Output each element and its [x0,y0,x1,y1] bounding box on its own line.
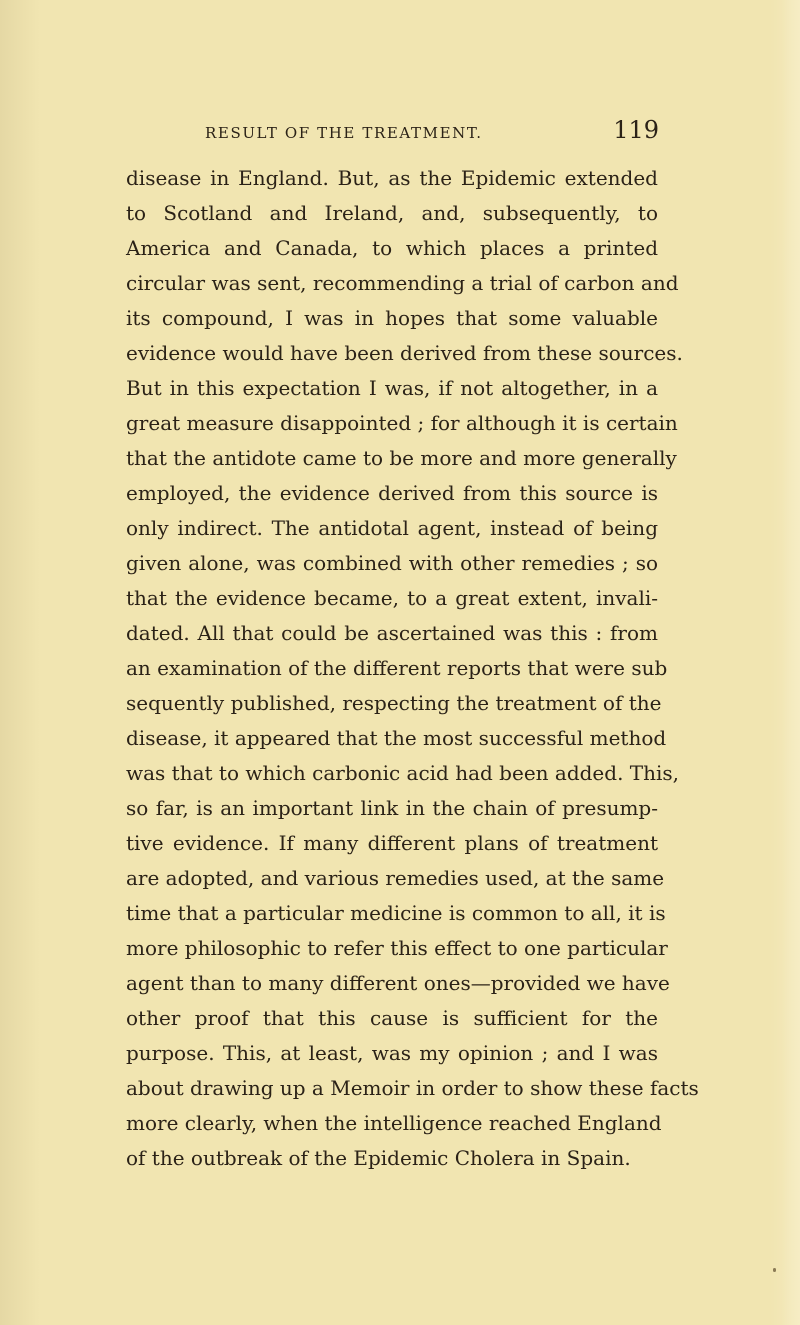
text-line: great measure disappointed ; for although it is certain [126,411,678,435]
text-line: more philosophic to refer this effect to one particular [126,936,668,960]
text-line: given alone, was combined with other remedies ; so [126,551,658,575]
text-line: about drawing up a Memoir in order to show these facts [126,1076,699,1100]
text-line: was that to which carbonic acid had been added. This, [126,761,680,785]
text-line: that the antidote came to be more and more generally [126,446,677,470]
text-line: dated. All that could be ascertained was this : from [126,621,658,645]
text-line: that the evidence became, to a great extent, invali- [126,586,658,610]
body-paragraph [126,161,699,1176]
text-line: America and Canada, to which places a printed [126,236,658,260]
text-line: agent than to many different ones—provided we have [126,971,670,995]
text-line: purpose. This, at least, was my opinion ; and I was [126,1041,658,1065]
text-line: are adopted, and various remedies used, at the same [126,866,665,890]
text-line: an examination of the different reports that were sub [126,656,668,680]
running-title: RESULT OF THE TREATMENT. [205,124,483,142]
text-line: disease, it appeared that the most successful method [126,726,667,750]
page-edge [782,0,800,1325]
text-line: tive evidence. If many different plans of treatment [126,831,658,855]
text-line: of the outbreak of the Epidemic Cholera in Spain. [126,1146,631,1170]
text-line: to Scotland and Ireland, and, subsequently, to [126,201,658,225]
text-line: disease in England. But, as the Epidemic extended [126,166,658,190]
text-line: sequently published, respecting the treatment of the [126,691,662,715]
text-line: But in this expectation I was, if not altogether, in a [126,376,658,400]
text-line: time that a particular medicine is common to all, it is [126,901,666,925]
text-line: evidence would have been derived from these sources. [126,341,683,365]
text-line: more clearly, when the intelligence reached England [126,1111,662,1135]
text-line: so far, is an important link in the chain of presump- [126,796,658,820]
page-number: 119 [613,116,659,144]
running-head [205,118,665,150]
text-line: employed, the evidence derived from this source is [126,481,658,505]
text-line: only indirect. The antidotal agent, instead of being [126,516,658,540]
text-line: its compound, I was in hopes that some valuable [126,306,658,330]
text-line: other proof that this cause is sufficient for the [126,1006,658,1030]
text-line: circular was sent, recommending a trial of carbon and [126,271,679,295]
ink-speck [773,1268,776,1272]
